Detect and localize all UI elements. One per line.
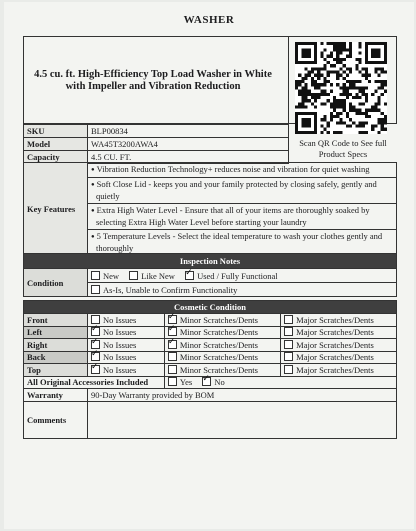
bullet-icon: ●	[91, 234, 95, 240]
page-title: WASHER	[183, 14, 235, 26]
accessories-label: All Original Accessories Included	[24, 376, 165, 389]
option-label: No Issues	[103, 364, 137, 375]
option-label: Minor Scratches/Dents	[179, 314, 258, 325]
checkbox-icon[interactable]	[284, 315, 293, 324]
option-label: No Issues	[103, 339, 137, 350]
accessories-options	[164, 376, 396, 389]
checkbox-checked-icon[interactable]	[91, 352, 100, 361]
bullet-icon: ●	[91, 208, 95, 214]
checkbox-icon[interactable]	[284, 352, 293, 361]
spec-value: WA45T3200AWA4	[88, 138, 289, 151]
spec-value: BLP00834	[88, 125, 289, 138]
checkbox-checked-icon[interactable]	[91, 365, 100, 374]
option-label: No Issues	[103, 314, 137, 325]
checkbox-icon[interactable]	[129, 271, 138, 280]
condition-new-option[interactable]: New	[91, 271, 119, 281]
cosmetic-option-cell[interactable]	[164, 314, 280, 327]
cosmetic-option-cell[interactable]	[281, 326, 397, 339]
table-row	[24, 339, 397, 352]
condition-as-is-option[interactable]: As-Is, Unable to Confirm Functionality	[91, 285, 237, 295]
cosmetic-option-cell[interactable]	[281, 364, 397, 377]
cosmetic-option-cell[interactable]	[164, 326, 280, 339]
comments-field[interactable]	[88, 401, 397, 438]
warranty-value: 90-Day Warranty provided by BOM	[88, 389, 397, 402]
spec-table	[23, 124, 289, 164]
list-item: ● 5 Temperature Levels - Select the ideal temperature to wash your clothes gently and thoroughly	[91, 231, 383, 253]
checkbox-icon[interactable]	[91, 315, 100, 324]
option-label: No Issues	[103, 352, 137, 363]
condition-options-2	[88, 283, 397, 297]
checkbox-checked-icon[interactable]	[168, 340, 177, 349]
cosmetic-option-cell[interactable]	[88, 351, 165, 364]
checkbox-checked-icon[interactable]	[91, 327, 100, 336]
checkbox-checked-icon[interactable]	[168, 327, 177, 336]
option-label: Major Scratches/Dents	[296, 314, 374, 325]
cosmetic-row-label: Front	[24, 314, 88, 327]
cosmetic-table	[23, 300, 397, 439]
bullet-icon: ●	[91, 182, 95, 188]
option-label: Minor Scratches/Dents	[179, 339, 258, 350]
cosmetic-option-cell[interactable]	[164, 339, 280, 352]
spec-label: SKU	[24, 125, 88, 138]
spec-row-sku	[24, 125, 289, 138]
key-features-label: Key Features	[24, 163, 88, 256]
cosmetic-row-label: Top	[24, 364, 88, 377]
product-name: 4.5 cu. ft. High-Efficiency Top Load Washer in White with Impeller and Vibration Reduction	[34, 69, 272, 92]
cosmetic-option-cell[interactable]	[281, 314, 397, 327]
condition-label: Condition	[24, 269, 88, 297]
condition-options	[88, 269, 397, 283]
option-label: Major Scratches/Dents	[296, 364, 374, 375]
cosmetic-heading: Cosmetic Condition	[24, 301, 397, 314]
cosmetic-option-cell[interactable]	[281, 339, 397, 352]
checkbox-icon[interactable]	[168, 377, 177, 386]
cosmetic-row-label: Back	[24, 351, 88, 364]
condition-used-option[interactable]: ✓ Used / Fully Functional	[185, 271, 278, 281]
checkbox-checked-icon[interactable]	[185, 271, 194, 280]
table-row	[24, 326, 397, 339]
list-item: ● Soft Close Lid - keeps you and your family protected by closing safely, gently and quietly	[88, 178, 396, 204]
checkbox-icon[interactable]	[284, 340, 293, 349]
key-features-table	[23, 162, 397, 267]
option-label: Major Scratches/Dents	[296, 327, 374, 338]
spec-row-model	[24, 138, 289, 151]
inspection-heading: Inspection Notes	[24, 254, 397, 269]
list-item: ● Extra High Water Level - Ensure that all of your items are thoroughly soaked by selecting Extra High Water Level before starting your laundry	[88, 204, 396, 230]
spec-value: 4.5 CU. FT.	[88, 151, 289, 164]
warranty-label: Warranty	[24, 389, 88, 402]
option-label: Minor Scratches/Dents	[179, 352, 258, 363]
checkbox-icon[interactable]	[168, 365, 177, 374]
option-label: Minor Scratches/Dents	[179, 364, 258, 375]
checkbox-checked-icon[interactable]	[91, 340, 100, 349]
key-features-list	[88, 163, 396, 255]
checkbox-icon[interactable]	[284, 365, 293, 374]
cosmetic-option-cell[interactable]	[164, 364, 280, 377]
table-row	[24, 314, 397, 327]
cosmetic-option-cell[interactable]	[88, 339, 165, 352]
spec-label: Model	[24, 138, 88, 151]
list-item: ● Vibration Reduction Technology+ reduces noise and vibration for quiet washing	[88, 163, 396, 178]
checkbox-icon[interactable]	[91, 285, 100, 294]
checkbox-icon[interactable]	[91, 271, 100, 280]
accessories-no-option[interactable]: ✓ No	[202, 377, 224, 387]
checkbox-icon[interactable]	[168, 352, 177, 361]
checkbox-checked-icon[interactable]	[202, 377, 211, 386]
qr-code-icon[interactable]	[295, 42, 387, 134]
cosmetic-option-cell[interactable]	[164, 351, 280, 364]
cosmetic-option-cell[interactable]	[88, 314, 165, 327]
cosmetic-option-cell[interactable]	[88, 326, 165, 339]
accessories-yes-option[interactable]: Yes	[168, 377, 192, 387]
option-label: No Issues	[103, 327, 137, 338]
table-row	[24, 351, 397, 364]
cosmetic-row-label: Right	[24, 339, 88, 352]
checkbox-checked-icon[interactable]	[168, 315, 177, 324]
cosmetic-option-cell[interactable]	[281, 351, 397, 364]
cosmetic-option-cell[interactable]	[88, 364, 165, 377]
inspection-table	[23, 253, 397, 297]
option-label: Minor Scratches/Dents	[179, 327, 258, 338]
comments-label: Comments	[24, 401, 88, 438]
option-label: Major Scratches/Dents	[296, 352, 374, 363]
bullet-icon: ●	[91, 167, 95, 173]
spec-label: Capacity	[24, 151, 88, 164]
checkbox-icon[interactable]	[284, 327, 293, 336]
condition-like-new-option[interactable]: Like New	[129, 271, 175, 281]
cosmetic-row-label: Left	[24, 326, 88, 339]
qr-caption: Scan QR Code to See full Product Specs	[299, 138, 387, 159]
table-row	[24, 364, 397, 377]
option-label: Major Scratches/Dents	[296, 339, 374, 350]
spec-sheet	[4, 2, 414, 529]
